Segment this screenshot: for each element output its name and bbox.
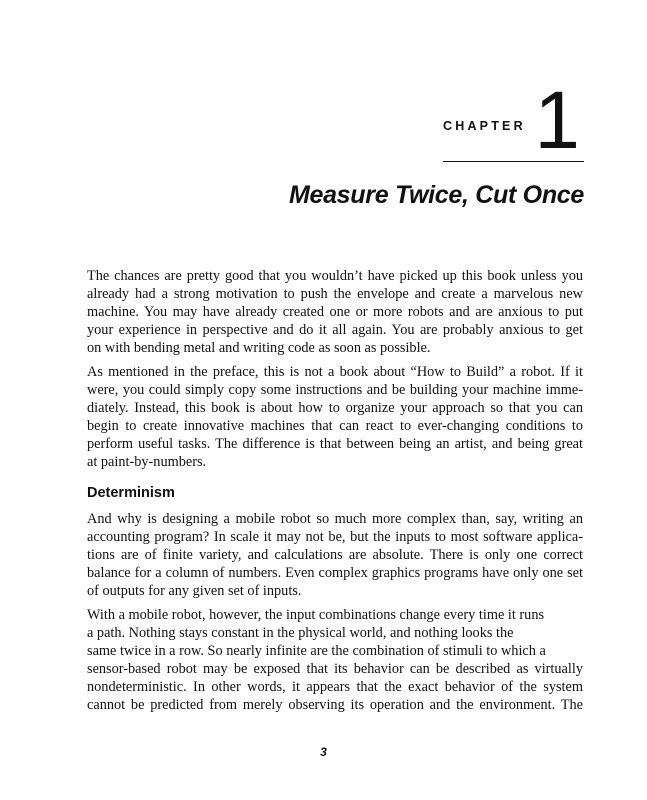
chapter-label: CHAPTER (443, 119, 526, 133)
text-line: The chances are pretty good that you wouldn’t have picked up this book unless you (87, 268, 583, 284)
text-line: same twice in a row. So nearly infinite are the combination of stimuli to which a (87, 643, 546, 659)
text-line: tions are of finite variety, and calculations are absolute. There is only one correct (87, 547, 583, 563)
chapter-header (443, 75, 584, 166)
text-line: your experience in perspective and do it all again. You are probably anxious to get (87, 322, 583, 338)
paragraph-3 (87, 510, 583, 600)
text-line: As mentioned in the preface, this is not a book about “How to Build” a robot. If it (87, 364, 583, 380)
text-line: diately. Instead, this book is about how to organize your approach so that you can (87, 400, 583, 416)
text-line: were, you could simply copy some instructions and be building your machine imme- (87, 382, 583, 398)
section-heading: Determinism (87, 485, 175, 501)
intro-text (87, 267, 583, 471)
page-number: 3 (320, 745, 327, 759)
text-line: already had a strong motivation to push the envelope and create a marvelous new (87, 286, 583, 302)
text-line: sensor-based robot may be exposed that its behavior can be described as virtually (87, 661, 583, 677)
text-line: balance for a column of numbers. Even complex graphics programs have only one set (87, 565, 583, 581)
text-line: With a mobile robot, however, the input combinations change every time it runs (87, 607, 545, 623)
text-line: machine. You may have already created one or more robots and are anxious to put (87, 304, 583, 320)
chapter-title: Measure Twice, Cut Once (288, 181, 584, 209)
text-line: nondeterministic. In other words, it appears that the exact behavior of the system (87, 679, 583, 695)
text-line: perform useful tasks. The difference is that between being an artist, and being great (87, 436, 583, 452)
text-line: on with bending metal and writing code as soon as possible. (87, 340, 431, 356)
section-text (87, 510, 583, 714)
text-line: a path. Nothing stays constant in the physical world, and nothing looks the (87, 625, 514, 641)
chapter-number: 1 (534, 75, 580, 166)
paragraph-1 (87, 267, 583, 357)
text-line: accounting program? In scale it may not be, but the inputs to most software applica- (87, 529, 583, 545)
text-line: begin to create innovative machines that can react to ever-changing conditions to (87, 418, 583, 434)
paragraph-2 (87, 363, 583, 471)
text-line: at paint-by-numbers. (87, 454, 207, 470)
chapter-rule (443, 161, 584, 162)
paragraph-4 (87, 606, 583, 714)
text-line: cannot be predicted from merely observing its operation and the environment. The (87, 697, 583, 713)
text-line: of outputs for any given set of inputs. (87, 583, 302, 599)
text-line: And why is designing a mobile robot so much more complex than, say, writing an (87, 511, 583, 527)
